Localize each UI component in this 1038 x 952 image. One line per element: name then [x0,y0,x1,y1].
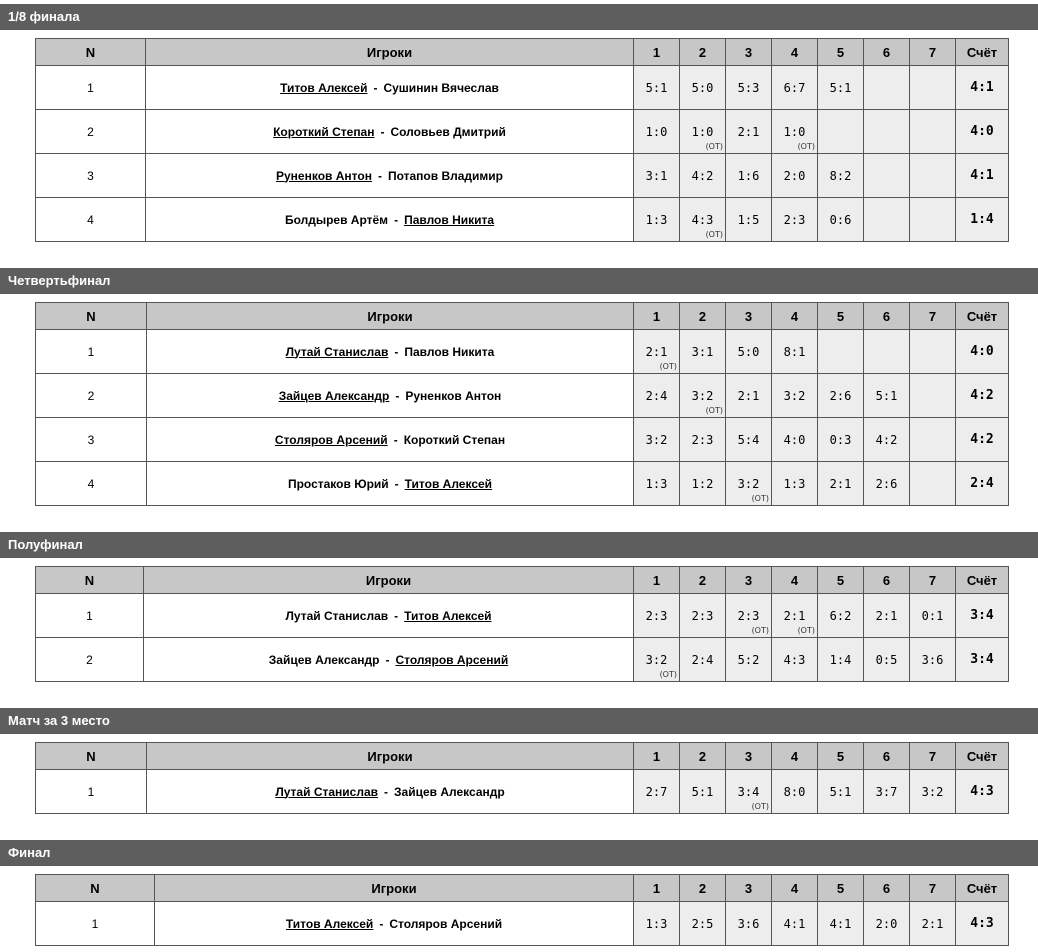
winner-player[interactable]: Зайцев Александр [278,388,390,403]
column-header-set-6: 6 [864,743,910,770]
match-row [36,154,1009,198]
column-header-set-3: 3 [726,567,772,594]
set-score-5: 4:1 [818,902,864,946]
match-number: 4 [36,198,146,242]
overtime-marker: (ОТ) [659,362,677,371]
overtime-marker: (ОТ) [797,142,815,151]
player-name: Зайцев Александр [394,784,505,799]
set-score-6: 5:1 [864,374,910,418]
players-separator: - [385,652,390,667]
set-score-7 [910,374,956,418]
overtime-marker: (ОТ) [797,626,815,635]
set-score-7 [910,66,956,110]
players-separator: - [379,916,384,931]
set-score-1: 1:3 [634,198,680,242]
match-players [147,330,634,374]
match-total-score: 4:0 [956,330,1009,374]
set-score-6 [864,198,910,242]
results-table [35,874,1009,946]
set-score-1: 3:1 [634,154,680,198]
set-score-5 [818,330,864,374]
match-row [36,110,1009,154]
set-score-2: 2:3 [680,594,726,638]
column-header-score: Счёт [956,743,1009,770]
column-header-score: Счёт [956,875,1009,902]
match-number: 1 [36,594,144,638]
set-score-3: 3:4 (ОТ) [726,770,772,814]
set-score-7 [910,110,956,154]
match-total-score: 4:3 [956,770,1009,814]
column-header-set-7: 7 [910,39,956,66]
column-header-n: N [36,303,147,330]
column-header-set-1: 1 [634,567,680,594]
set-score-7: 2:1 [910,902,956,946]
winner-player[interactable]: Павлов Никита [404,212,495,227]
set-score-7 [910,154,956,198]
set-score-3: 1:5 [726,198,772,242]
players-separator: - [395,388,400,403]
column-header-score: Счёт [956,567,1009,594]
set-score-1: 2:4 [634,374,680,418]
column-header-set-4: 4 [772,567,818,594]
column-header-players: Игроки [144,567,634,594]
overtime-marker: (ОТ) [751,802,769,811]
set-score-1: 2:7 [634,770,680,814]
winner-player[interactable]: Столяров Арсений [395,652,509,667]
header-row [36,567,1009,594]
header-row [36,39,1009,66]
set-score-6: 4:2 [864,418,910,462]
section-title: 1/8 финала [0,4,1038,30]
set-score-2: 1:0 (ОТ) [680,110,726,154]
column-header-set-1: 1 [634,303,680,330]
winner-player[interactable]: Лутай Станислав [285,344,389,359]
set-score-4: 1:0 (ОТ) [772,110,818,154]
overtime-marker: (ОТ) [705,230,723,239]
column-header-set-5: 5 [818,875,864,902]
column-header-set-3: 3 [726,875,772,902]
set-score-4: 4:1 [772,902,818,946]
match-total-score: 3:4 [956,594,1009,638]
match-number: 1 [36,902,155,946]
set-score-4: 4:3 [772,638,818,682]
match-players [146,66,634,110]
set-score-3: 3:6 [726,902,772,946]
match-total-score: 2:4 [956,462,1009,506]
results-table [35,38,1009,242]
header-row [36,875,1009,902]
column-header-set-3: 3 [726,743,772,770]
set-score-2: 4:2 [680,154,726,198]
winner-player[interactable]: Руненков Антон [276,168,372,183]
column-header-players: Игроки [155,875,634,902]
set-score-2: 5:1 [680,770,726,814]
set-score-3: 5:2 [726,638,772,682]
set-score-1: 5:1 [634,66,680,110]
column-header-score: Счёт [956,39,1009,66]
column-header-set-3: 3 [726,303,772,330]
set-score-7: 3:6 [910,638,956,682]
match-row [36,770,1009,814]
column-header-set-4: 4 [772,39,818,66]
column-header-set-3: 3 [726,39,772,66]
match-number: 1 [36,66,146,110]
set-score-1: 1:3 [634,902,680,946]
match-total-score: 1:4 [956,198,1009,242]
match-players [147,418,634,462]
column-header-set-5: 5 [818,567,864,594]
set-score-2: 2:3 [680,418,726,462]
column-header-set-4: 4 [772,303,818,330]
match-total-score: 3:4 [956,638,1009,682]
match-total-score: 4:2 [956,418,1009,462]
match-row [36,374,1009,418]
set-score-1: 2:3 [634,594,680,638]
match-number: 2 [36,110,146,154]
column-header-set-5: 5 [818,743,864,770]
match-row [36,66,1009,110]
column-header-set-5: 5 [818,39,864,66]
set-score-7 [910,418,956,462]
set-score-7: 0:1 [910,594,956,638]
column-header-set-6: 6 [864,39,910,66]
match-row [36,198,1009,242]
winner-player[interactable]: Титов Алексей [404,608,492,623]
match-row [36,330,1009,374]
column-header-set-1: 1 [634,875,680,902]
column-header-set-6: 6 [864,875,910,902]
set-score-5: 6:2 [818,594,864,638]
set-score-4: 3:2 [772,374,818,418]
set-score-6: 2:6 [864,462,910,506]
match-number: 3 [36,154,146,198]
set-score-5: 1:4 [818,638,864,682]
column-header-set-5: 5 [818,303,864,330]
column-header-set-7: 7 [910,743,956,770]
set-score-5: 5:1 [818,66,864,110]
section-title: Матч за 3 место [0,708,1038,734]
column-header-n: N [36,875,155,902]
player-name: Короткий Степан [403,432,506,447]
set-score-2: 1:2 [680,462,726,506]
player-name: Лутай Станислав [285,608,389,623]
overtime-marker: (ОТ) [705,406,723,415]
overtime-marker: (ОТ) [705,142,723,151]
players-separator: - [373,80,378,95]
match-row [36,902,1009,946]
column-header-score: Счёт [956,303,1009,330]
column-header-set-7: 7 [910,303,956,330]
winner-player[interactable]: Титов Алексей [285,916,374,931]
player-name: Сушинин Вячеслав [383,80,499,95]
column-header-set-4: 4 [772,743,818,770]
set-score-7 [910,330,956,374]
set-score-7: 3:2 [910,770,956,814]
column-header-n: N [36,39,146,66]
section-title: Четвертьфинал [0,268,1038,294]
set-score-7 [910,462,956,506]
player-name: Потапов Владимир [387,168,503,183]
match-number: 3 [36,418,147,462]
set-score-6 [864,154,910,198]
column-header-players: Игроки [147,303,634,330]
player-name: Соловьев Дмитрий [390,124,506,139]
results-table [35,742,1009,814]
winner-player[interactable]: Титов Алексей [404,476,493,491]
set-score-3: 5:4 [726,418,772,462]
set-score-6 [864,66,910,110]
column-header-set-7: 7 [910,875,956,902]
column-header-set-7: 7 [910,567,956,594]
match-total-score: 4:2 [956,374,1009,418]
set-score-5: 5:1 [818,770,864,814]
column-header-set-1: 1 [634,743,680,770]
match-number: 4 [36,462,147,506]
set-score-5: 0:6 [818,198,864,242]
player-name: Столяров Арсений [389,916,503,931]
winner-player[interactable]: Столяров Арсений [274,432,388,447]
set-score-2: 2:4 [680,638,726,682]
match-players [147,374,634,418]
set-score-1: 1:0 [634,110,680,154]
set-score-7 [910,198,956,242]
overtime-marker: (ОТ) [659,670,677,679]
match-row [36,638,1009,682]
match-number: 2 [36,638,144,682]
set-score-5: 2:1 [818,462,864,506]
set-score-6: 2:1 [864,594,910,638]
set-score-2: 5:0 [680,66,726,110]
overtime-marker: (ОТ) [751,494,769,503]
match-players [155,902,634,946]
set-score-6 [864,110,910,154]
match-row [36,418,1009,462]
player-name: Простаков Юрий [287,476,389,491]
set-score-1: 1:3 [634,462,680,506]
set-score-4: 2:1 (ОТ) [772,594,818,638]
match-total-score: 4:3 [956,902,1009,946]
set-score-6: 2:0 [864,902,910,946]
players-separator: - [394,212,399,227]
column-header-set-6: 6 [864,567,910,594]
set-score-3: 1:6 [726,154,772,198]
match-total-score: 4:1 [956,154,1009,198]
match-row [36,594,1009,638]
set-score-1: 3:2 [634,418,680,462]
column-header-players: Игроки [147,743,634,770]
column-header-set-6: 6 [864,303,910,330]
set-score-4: 8:0 [772,770,818,814]
players-separator: - [384,784,389,799]
match-players [147,770,634,814]
set-score-3: 2:1 [726,110,772,154]
column-header-n: N [36,567,144,594]
players-separator: - [394,476,399,491]
set-score-4: 4:0 [772,418,818,462]
match-total-score: 4:1 [956,66,1009,110]
set-score-3: 2:3 (ОТ) [726,594,772,638]
set-score-2: 4:3 (ОТ) [680,198,726,242]
set-score-6 [864,330,910,374]
match-players [146,110,634,154]
player-name: Зайцев Александр [268,652,380,667]
set-score-2: 3:2 (ОТ) [680,374,726,418]
player-name: Болдырев Артём [284,212,389,227]
column-header-set-2: 2 [680,875,726,902]
set-score-3: 3:2 (ОТ) [726,462,772,506]
set-score-3: 5:0 [726,330,772,374]
winner-player[interactable]: Титов Алексей [280,80,368,95]
set-score-5: 0:3 [818,418,864,462]
player-name: Павлов Никита [404,344,495,359]
winner-player[interactable]: Лутай Станислав [275,784,379,799]
column-header-set-2: 2 [680,743,726,770]
set-score-5: 2:6 [818,374,864,418]
match-total-score: 4:0 [956,110,1009,154]
header-row [36,743,1009,770]
section-title: Полуфинал [0,532,1038,558]
set-score-4: 2:3 [772,198,818,242]
players-separator: - [393,432,398,447]
match-players [146,198,634,242]
match-row [36,462,1009,506]
set-score-4: 6:7 [772,66,818,110]
set-score-4: 2:0 [772,154,818,198]
match-players [146,154,634,198]
results-table [35,302,1009,506]
overtime-marker: (ОТ) [751,626,769,635]
match-number: 1 [36,330,147,374]
set-score-5 [818,110,864,154]
set-score-1: 2:1 (ОТ) [634,330,680,374]
match-number: 1 [36,770,147,814]
set-score-4: 1:3 [772,462,818,506]
match-players [147,462,634,506]
column-header-set-2: 2 [680,567,726,594]
player-name: Руненков Антон [405,388,502,403]
set-score-1: 3:2 (ОТ) [634,638,680,682]
match-number: 2 [36,374,147,418]
column-header-set-2: 2 [680,303,726,330]
players-separator: - [380,124,385,139]
column-header-players: Игроки [146,39,634,66]
set-score-5: 8:2 [818,154,864,198]
set-score-4: 8:1 [772,330,818,374]
results-table [35,566,1009,682]
set-score-6: 0:5 [864,638,910,682]
match-players [144,594,634,638]
set-score-3: 5:3 [726,66,772,110]
set-score-3: 2:1 [726,374,772,418]
winner-player[interactable]: Короткий Степан [273,124,375,139]
header-row [36,303,1009,330]
section-title: Финал [0,840,1038,866]
set-score-2: 2:5 [680,902,726,946]
set-score-6: 3:7 [864,770,910,814]
players-separator: - [394,608,399,623]
column-header-set-4: 4 [772,875,818,902]
players-separator: - [377,168,382,183]
column-header-set-2: 2 [680,39,726,66]
players-separator: - [394,344,399,359]
match-players [144,638,634,682]
column-header-set-1: 1 [634,39,680,66]
set-score-2: 3:1 [680,330,726,374]
column-header-n: N [36,743,147,770]
